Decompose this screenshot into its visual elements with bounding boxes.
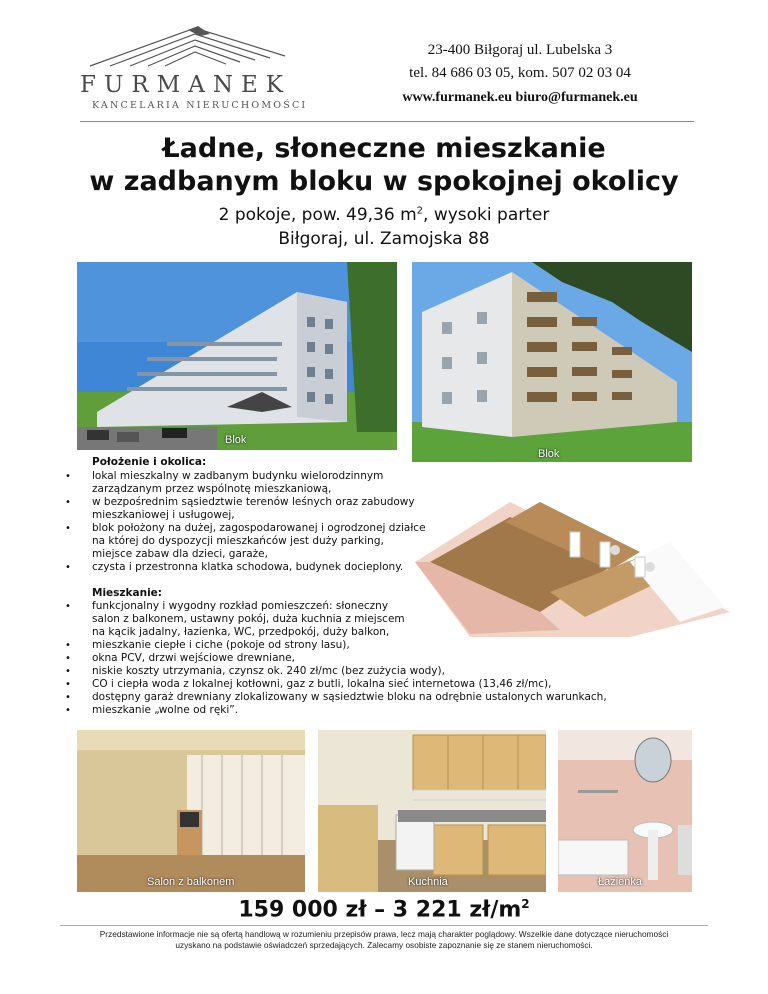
apartment-item-0-line-2 (92, 626, 712, 639)
apartment-item-text: okna PCV, drzwi wejściowe drewniane, (92, 652, 295, 664)
location-item-2-line-2 (92, 548, 452, 561)
apartment-item-0-line-0 (65, 600, 712, 613)
location-item-1-line-1 (92, 509, 452, 522)
title-line-2: w zadbanym bloku w spokojnej okolicy (89, 166, 679, 197)
apartment-item-text: dostępny garaż drewniany zlokalizowany w sąsiedztwie bloku na odrębnie ustalonych warunkach, (92, 691, 607, 703)
bullet-icon: • (65, 653, 71, 664)
apartment-item-text: CO i ciepła woda z lokalnej kotłowni, gaz z butli, lokalna sieć internetowa (13,46 zł/mc), (92, 678, 552, 690)
photo-block-2 (412, 262, 692, 462)
apartment-item-2-line-0 (65, 652, 712, 665)
photo-salon (77, 730, 305, 892)
contact-address: 23-400 Biłgoraj ul. Lubelska 3 (427, 42, 613, 58)
title-line-1: Ładne, słoneczne mieszkanie (162, 133, 606, 164)
bullet-icon: • (65, 601, 71, 612)
logo-name: FURMANEK (80, 72, 291, 98)
bullet-icon: • (65, 523, 71, 534)
location-item-3-line-0 (65, 561, 452, 574)
location-item-0-line-1 (92, 483, 452, 496)
roof-logo-icon (70, 22, 320, 72)
location-list (65, 470, 452, 574)
location-item-text: na której do dyspozycji mieszkańców jest duży parking, (92, 535, 384, 547)
apartment-item-text: niskie koszty utrzymania, czynsz ok. 240 zł/mc (bez zużycia wody), (92, 665, 445, 677)
location-item-2-line-0 (65, 522, 452, 535)
caption-block-1: Blok (225, 434, 247, 446)
footer-divider (60, 925, 708, 926)
caption-kuchnia: Kuchnia (408, 876, 448, 888)
location-item-1-line-0 (65, 496, 452, 509)
photo-kuchnia (318, 730, 546, 892)
apartment-item-text: mieszkanie „wolne od ręki”. (92, 704, 239, 716)
bullet-icon: • (65, 705, 71, 716)
location-item-text: w bezpośrednim sąsiedztwie terenów leśnych oraz zabudowy (92, 496, 415, 508)
subtitle-size (0, 205, 768, 225)
bullet-icon: • (65, 692, 71, 703)
location-item-0-line-0 (65, 470, 452, 483)
bullet-icon: • (65, 640, 71, 651)
apartment-item-0-line-1 (92, 613, 712, 626)
section-location-heading: Położenie i okolica: (92, 456, 207, 468)
subtitle-size-suffix: , wysoki parter (423, 205, 550, 225)
location-item-text: miejsce zabaw dla dzieci, garaże, (92, 548, 268, 560)
apartment-list (65, 600, 712, 717)
price (0, 897, 768, 922)
bullet-icon: • (65, 666, 71, 677)
caption-lazienka: Łazienka (598, 876, 643, 888)
disclaimer-line-1: Przedstawione informacje nie są ofertą handlową w rozumieniu przepisów prawa, lecz mają charakter poglądowy. Wszelkie dane dotyczące nieruchomości (99, 929, 669, 939)
price-sup: 2 (521, 897, 530, 911)
photo-lazienka (558, 730, 692, 892)
apartment-item-4-line-0 (65, 678, 712, 691)
price-text: 159 000 zł – 3 221 zł/m (238, 897, 522, 923)
apartment-item-6-line-0 (65, 704, 712, 717)
subtitle-size-text: 2 pokoje, pow. 49,36 m (218, 205, 417, 225)
location-item-text: zarządzanym przez wspólnotę mieszkaniową, (92, 483, 332, 495)
apartment-item-text: funkcjonalny i wygodny rozkład pomieszczeń: słoneczny (92, 600, 389, 612)
caption-block-2: Blok (538, 448, 560, 460)
header-divider (80, 121, 694, 122)
apartment-item-text: na kącik jadalny, łazienka, WC, przedpokój, duży balkon, (92, 626, 390, 638)
logo-subtitle: KANCELARIA NIERUCHOMOŚCI (92, 100, 308, 111)
apartment-item-3-line-0 (65, 665, 712, 678)
location-item-text: czysta i przestronna klatka schodowa, budynek docieplony. (92, 561, 404, 573)
subtitle-size-sup: 2 (416, 205, 424, 217)
location-item-text: mieszkaniowej i usługowej, (92, 509, 235, 521)
apartment-item-text: salon z balkonem, ustawny pokój, duża kuchnia z miejscem (92, 613, 405, 625)
contact-web[interactable]: www.furmanek.eu biuro@furmanek.eu (402, 90, 638, 105)
location-item-text: lokal mieszkalny w zadbanym budynku wielorodzinnym (92, 470, 384, 482)
contact-phone: tel. 84 686 03 05, kom. 507 02 03 04 (409, 65, 631, 81)
bullet-icon: • (65, 471, 71, 482)
bullet-icon: • (65, 679, 71, 690)
apartment-item-1-line-0 (65, 639, 712, 652)
apartment-item-5-line-0 (65, 691, 712, 704)
bullet-icon: • (65, 497, 71, 508)
location-item-2-line-1 (92, 535, 452, 548)
location-item-text: blok położony na dużej, zagospodarowanej i ogrodzonej działce (92, 522, 426, 534)
section-apartment-heading: Mieszkanie: (92, 587, 162, 599)
disclaimer-line-2: uzyskano na podstawie oświadczeń sprzedających. Zalecamy osobiste zapoznanie się ze stanem nieruchomości. (175, 940, 593, 950)
photo-block-1 (77, 262, 397, 450)
subtitle-address: Biłgoraj, ul. Zamojska 88 (278, 229, 490, 249)
apartment-item-text: mieszkanie ciepłe i ciche (pokoje od strony lasu), (92, 639, 350, 651)
bullet-icon: • (65, 562, 71, 573)
caption-salon: Salon z balkonem (147, 876, 235, 888)
